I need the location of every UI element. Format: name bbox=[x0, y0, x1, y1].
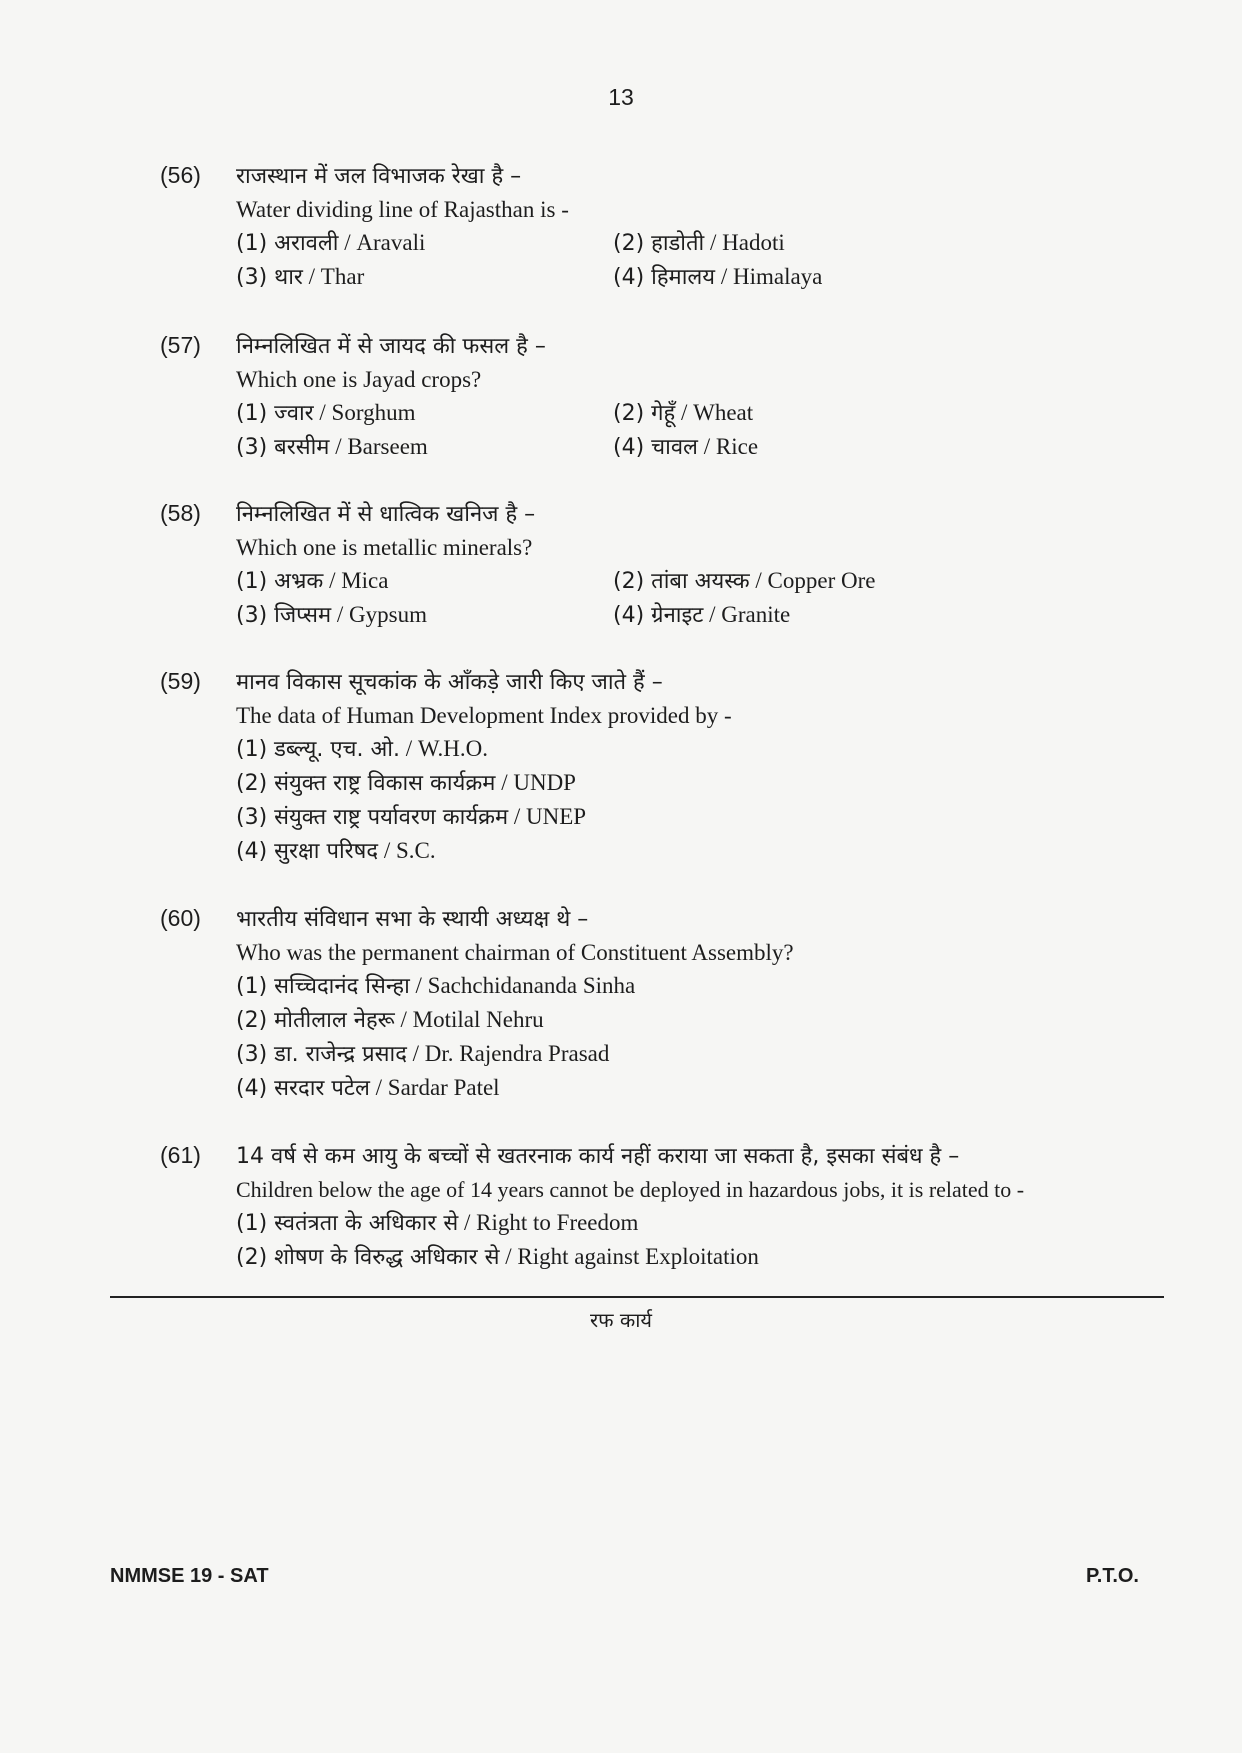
option-label: (2) मोतीलाल नेहरू bbox=[236, 1008, 395, 1033]
question-body bbox=[236, 903, 1136, 1105]
option-label: (4) सुरक्षा परिषद bbox=[236, 839, 379, 864]
option-label: (1) डब्ल्यू. एच. ओ. bbox=[236, 737, 400, 762]
option-label: (3) बरसीम bbox=[236, 435, 330, 460]
option-english: / Right against Exploitation bbox=[505, 1244, 759, 1269]
option-label: (1) सच्चिदानंद सिन्हा bbox=[236, 974, 410, 999]
option-english: / Sachchidananda Sinha bbox=[415, 973, 636, 998]
option-english: / Hadoti bbox=[710, 230, 785, 255]
question-text-hindi: भारतीय संविधान सभा के स्थायी अध्यक्ष थे – bbox=[236, 907, 589, 932]
option-label: (1) स्वतंत्रता के अधिकार से bbox=[236, 1211, 459, 1236]
question-number: (60) bbox=[160, 905, 201, 931]
option-row bbox=[236, 226, 1136, 260]
option-row bbox=[236, 564, 1136, 598]
option-english: / Right to Freedom bbox=[464, 1210, 639, 1235]
option-4 bbox=[236, 834, 1136, 868]
option-english: / Motilal Nehru bbox=[400, 1007, 544, 1032]
question-body bbox=[236, 666, 1136, 868]
option-label: (4) चावल bbox=[613, 435, 698, 460]
option-english: / UNEP bbox=[513, 804, 587, 829]
option-2 bbox=[236, 766, 1136, 800]
option-label: (1) अरावली bbox=[236, 231, 339, 256]
option-1 bbox=[236, 226, 425, 261]
option-row bbox=[236, 260, 1136, 294]
option-english: / Sardar Patel bbox=[375, 1075, 500, 1100]
option-label: (1) अभ्रक bbox=[236, 569, 324, 594]
option-1 bbox=[236, 1206, 1136, 1240]
footer-pto: P.T.O. bbox=[1086, 1565, 1139, 1587]
option-2 bbox=[613, 226, 785, 261]
question-text-english: Which one is metallic minerals? bbox=[236, 535, 533, 560]
option-4 bbox=[613, 260, 822, 295]
option-1 bbox=[236, 969, 1136, 1003]
question-body bbox=[236, 498, 1136, 632]
option-1 bbox=[236, 732, 1136, 766]
option-4 bbox=[613, 598, 790, 633]
question-number: (61) bbox=[160, 1142, 201, 1168]
question-body bbox=[236, 330, 1136, 464]
question-text-english: Children below the age of 14 years cannot be deployed in hazardous jobs, it is related to - bbox=[236, 1177, 1025, 1202]
option-english: / Mica bbox=[329, 568, 389, 593]
page-number: 13 bbox=[608, 84, 634, 110]
option-1 bbox=[236, 564, 388, 599]
rough-work-divider bbox=[110, 1296, 1164, 1298]
question-number: (56) bbox=[160, 162, 201, 188]
option-3 bbox=[236, 430, 428, 465]
question-number: (58) bbox=[160, 500, 201, 526]
option-row bbox=[236, 598, 1136, 632]
option-english: / Thar bbox=[308, 264, 365, 289]
option-1 bbox=[236, 396, 416, 431]
question-text-hindi: मानव विकास सूचकांक के आँकड़े जारी किए जाते हैं – bbox=[236, 670, 663, 695]
option-label: (4) सरदार पटेल bbox=[236, 1076, 370, 1101]
option-english: / Gypsum bbox=[336, 602, 427, 627]
option-label: (3) जिप्सम bbox=[236, 603, 332, 628]
option-row bbox=[236, 430, 1136, 464]
option-3 bbox=[236, 260, 364, 295]
option-label: (4) ग्रेनाइट bbox=[613, 603, 704, 628]
option-label: (3) संयुक्त राष्ट्र पर्यावरण कार्यक्रम bbox=[236, 805, 509, 830]
option-row bbox=[236, 396, 1136, 430]
option-english: / S.C. bbox=[383, 838, 436, 863]
option-label: (2) तांबा अयस्क bbox=[613, 569, 750, 594]
question-body bbox=[236, 1140, 1136, 1274]
question-text-hindi: 14 वर्ष से कम आयु के बच्चों से खतरनाक कार्य नहीं कराया जा सकता है, इसका संबंध है – bbox=[236, 1144, 960, 1169]
option-4 bbox=[613, 430, 758, 465]
question-number: (57) bbox=[160, 332, 201, 358]
option-english: / Wheat bbox=[680, 400, 754, 425]
rough-work-label: रफ कार्य bbox=[589, 1308, 653, 1332]
question-text-english: Who was the permanent chairman of Constituent Assembly? bbox=[236, 940, 794, 965]
option-english: / Granite bbox=[709, 602, 791, 627]
option-label: (3) डा. राजेन्द्र प्रसाद bbox=[236, 1042, 407, 1067]
option-label: (4) हिमालय bbox=[613, 265, 716, 290]
option-label: (2) संयुक्त राष्ट्र विकास कार्यक्रम bbox=[236, 771, 496, 796]
option-2 bbox=[236, 1240, 1136, 1274]
question-text-english: Water dividing line of Rajasthan is - bbox=[236, 197, 569, 222]
option-3 bbox=[236, 598, 427, 633]
option-4 bbox=[236, 1071, 1136, 1105]
option-english: / UNDP bbox=[501, 770, 576, 795]
option-2 bbox=[613, 396, 753, 431]
question-body bbox=[236, 160, 1136, 294]
option-3 bbox=[236, 1037, 1136, 1071]
option-english: / Aravali bbox=[344, 230, 426, 255]
footer-exam-code: NMMSE 19 - SAT bbox=[110, 1565, 269, 1587]
option-english: / W.H.O. bbox=[405, 736, 488, 761]
option-label: (3) थार bbox=[236, 265, 303, 290]
option-label: (2) शोषण के विरुद्ध अधिकार से bbox=[236, 1245, 500, 1270]
option-english: / Sorghum bbox=[319, 400, 416, 425]
option-label: (1) ज्वार bbox=[236, 401, 314, 426]
question-text-hindi: निम्नलिखित में से धात्विक खनिज है – bbox=[236, 502, 536, 527]
option-english: / Himalaya bbox=[720, 264, 823, 289]
option-2 bbox=[236, 1003, 1136, 1037]
question-text-hindi: राजस्थान में जल विभाजक रेखा है – bbox=[236, 164, 522, 189]
option-2 bbox=[613, 564, 876, 599]
question-number: (59) bbox=[160, 668, 201, 694]
option-english: / Copper Ore bbox=[755, 568, 876, 593]
question-text-english: The data of Human Development Index provided by - bbox=[236, 703, 732, 728]
option-3 bbox=[236, 800, 1136, 834]
option-english: / Barseem bbox=[335, 434, 428, 459]
question-text-hindi: निम्नलिखित में से जायद की फसल है – bbox=[236, 334, 546, 359]
option-label: (2) हाडोती bbox=[613, 231, 705, 256]
option-english: / Dr. Rajendra Prasad bbox=[412, 1041, 610, 1066]
option-label: (2) गेहूँ bbox=[613, 401, 676, 426]
question-text-english: Which one is Jayad crops? bbox=[236, 367, 482, 392]
option-english: / Rice bbox=[703, 434, 759, 459]
